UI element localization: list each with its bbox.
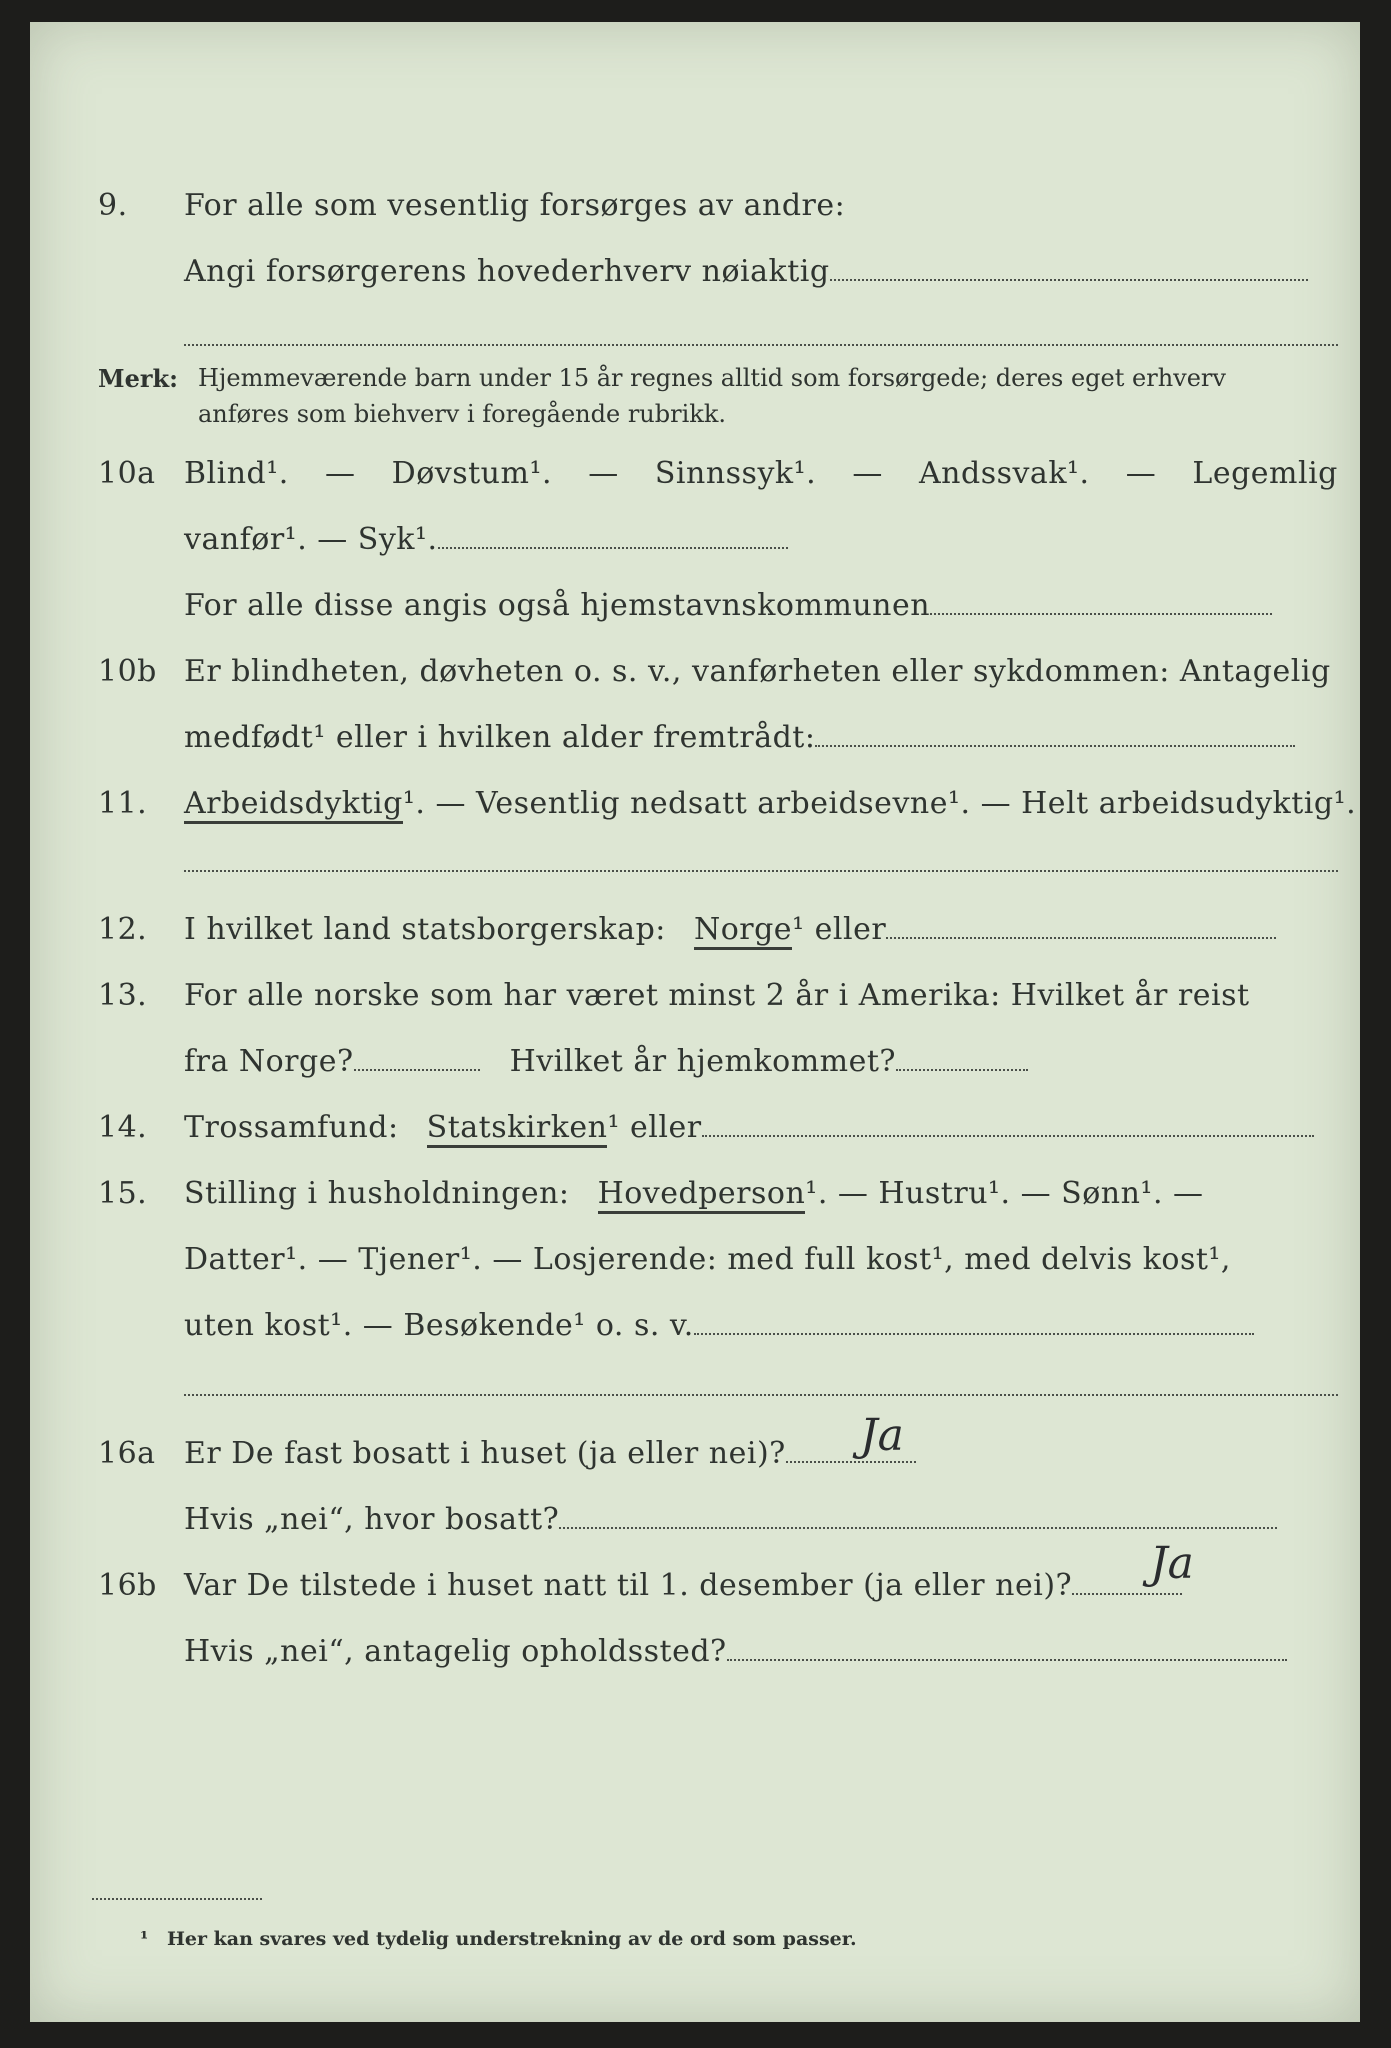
question-text: Stilling i husholdningen: — [184, 1176, 570, 1211]
question-text: Hvis „nei“, antagelig opholdssted? — [184, 1634, 727, 1669]
answer-line — [896, 1069, 1028, 1071]
footnote-mark: ¹ — [140, 1928, 149, 1950]
question-16a — [30, 1436, 1360, 1496]
question-number: 11. — [98, 786, 148, 821]
question-text: Var De tilstede i huset natt til 1. desember (ja eller nei)? — [184, 1568, 1073, 1603]
question-text: For alle norske som har været minst 2 år i Amerika: Hvilket år reist — [184, 978, 1250, 1013]
note-label: Merk: — [98, 364, 178, 393]
answer-line — [694, 1333, 1254, 1335]
answer-line — [830, 279, 1308, 281]
question-10a-line-3 — [30, 588, 1360, 648]
question-text: uten kost¹. — Besøkende¹ o. s. v. — [184, 1308, 694, 1343]
question-text: Blind¹. — Døvstum¹. — Sinnssyk¹. — Andssvak¹. — Legemlig — [184, 456, 1338, 491]
answer-line — [1072, 1593, 1182, 1595]
question-9 — [30, 188, 1360, 248]
question-text: For alle som vesentlig forsørges av andre: — [184, 188, 846, 223]
answer-line — [184, 344, 1338, 346]
question-text: Datter¹. — Tjener¹. — Losjerende: med full kost¹, med delvis kost¹, — [184, 1242, 1231, 1277]
question-text: vanfør¹. — Syk¹. — [184, 522, 438, 557]
question-text: Er blindheten, døvheten o. s. v., vanførheten eller sykdommen: Antagelig — [184, 654, 1331, 689]
question-15-line-3 — [30, 1308, 1360, 1368]
answer-line — [184, 1394, 1338, 1396]
note-text: anføres som biehverv i foregående rubrikk. — [198, 400, 726, 428]
question-text: Trossamfund: — [184, 1110, 399, 1145]
question-text: ¹ eller — [792, 912, 887, 947]
note-text: Hjemmeværende barn under 15 år regnes alltid som forsørgede; deres eget erhverv — [198, 364, 1226, 392]
answer-line — [786, 1461, 916, 1463]
question-16b-line-2 — [30, 1634, 1360, 1694]
question-13 — [30, 978, 1360, 1038]
answer-line — [702, 1135, 1314, 1137]
answer-line — [184, 870, 1338, 872]
answer-line — [354, 1069, 480, 1071]
handwritten-answer: Ja — [1150, 1538, 1194, 1589]
question-10b-line-2 — [30, 720, 1360, 780]
question-number: 16b — [98, 1568, 157, 1603]
underlined-answer: Arbeidsdyktig — [184, 786, 403, 824]
question-9-line-2 — [30, 254, 1360, 314]
question-text: Hvis „nei“, hvor bosatt? — [184, 1502, 560, 1537]
underlined-answer: Hovedperson — [598, 1176, 806, 1214]
question-10b — [30, 654, 1360, 714]
question-number: 10a — [98, 456, 156, 491]
question-number: 16a — [98, 1436, 156, 1471]
question-number: 15. — [98, 1176, 148, 1211]
question-text: Hvilket år hjemkommet? — [509, 1044, 897, 1079]
question-10a — [30, 456, 1360, 516]
footnote-text: Her kan svares ved tydelig understrekning av de ord som passer. — [166, 1928, 857, 1950]
question-15-line-2 — [30, 1242, 1360, 1302]
question-14 — [30, 1110, 1360, 1170]
underlined-answer: Statskirken — [427, 1110, 608, 1148]
question-text: fra Norge? — [184, 1044, 354, 1079]
question-15 — [30, 1176, 1360, 1236]
footnote — [140, 1928, 857, 1950]
question-text: ¹ eller — [607, 1110, 702, 1145]
question-text: Angi forsørgerens hovederhverv nøiaktig — [184, 254, 830, 289]
question-text: ¹. — Vesentlig nedsatt arbeidsevne¹. — Helt arbeidsudyktig¹. — [402, 786, 1357, 821]
answer-line — [815, 745, 1295, 747]
question-12 — [30, 912, 1360, 972]
underlined-answer: Norge — [694, 912, 792, 950]
question-13-line-2 — [30, 1044, 1360, 1104]
question-11 — [30, 786, 1360, 846]
answer-line — [930, 613, 1272, 615]
handwritten-answer: Ja — [860, 1410, 904, 1461]
question-text: For alle disse angis også hjemstavnskommunen — [184, 588, 931, 623]
question-text: medfødt¹ eller i hvilken alder fremtrådt: — [184, 720, 816, 755]
question-number: 14. — [98, 1110, 148, 1145]
answer-line — [886, 937, 1276, 939]
question-10a-line-2 — [30, 522, 1360, 582]
answer-line — [438, 547, 788, 549]
census-form-page — [30, 22, 1360, 2022]
question-text: Er De fast bosatt i huset (ja eller nei)? — [184, 1436, 786, 1471]
question-number: 12. — [98, 912, 148, 947]
answer-line — [727, 1659, 1287, 1661]
question-text: ¹. — Hustru¹. — Sønn¹. — — [805, 1176, 1204, 1211]
question-number: 9. — [98, 188, 128, 223]
answer-line — [559, 1527, 1277, 1529]
question-text: I hvilket land statsborgerskap: — [184, 912, 666, 947]
question-number: 10b — [98, 654, 157, 689]
question-number: 13. — [98, 978, 148, 1013]
footnote-divider — [92, 1898, 262, 1900]
